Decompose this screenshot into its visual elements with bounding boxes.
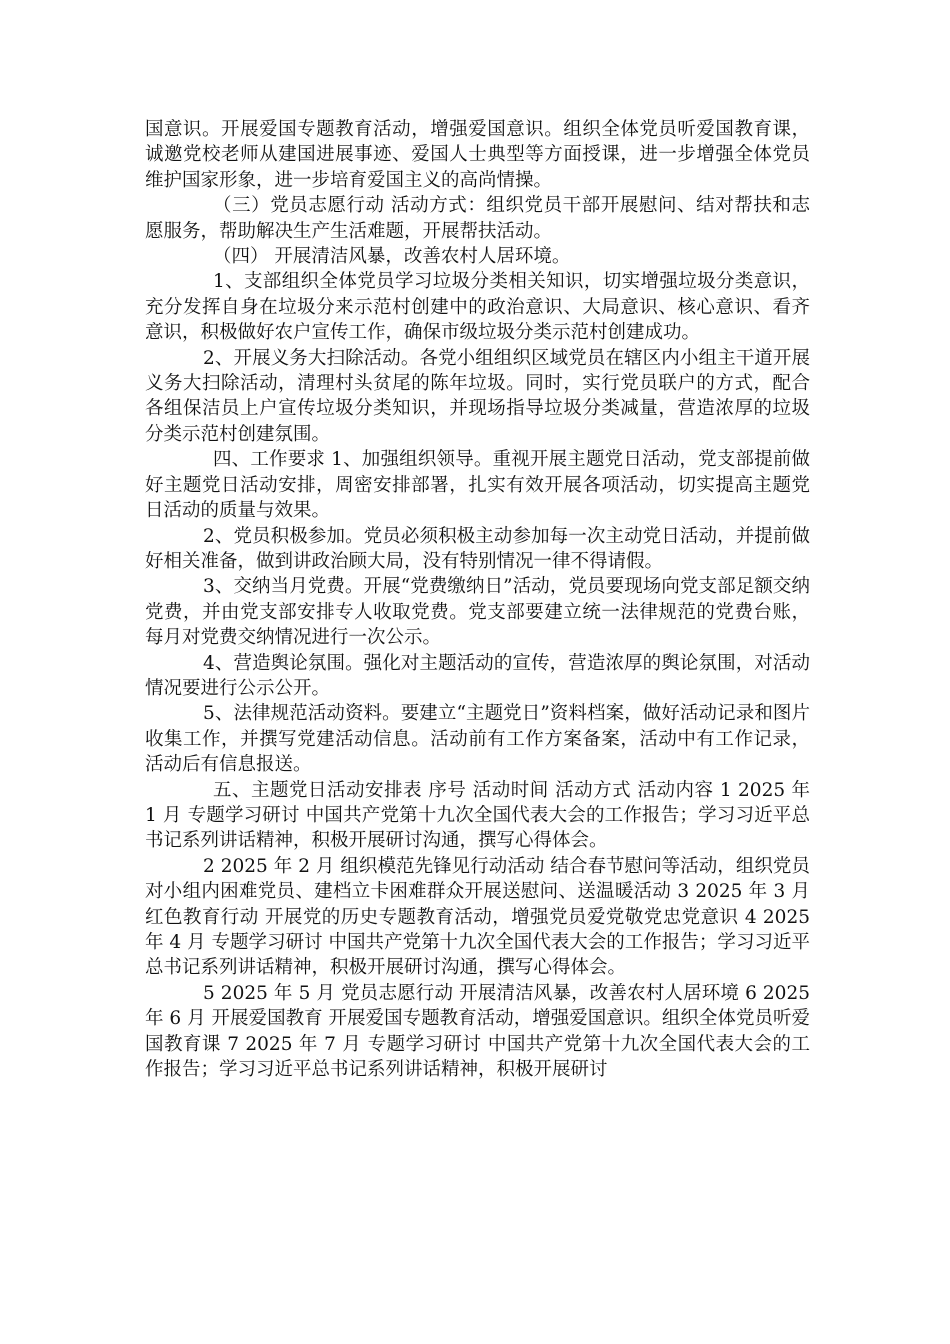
paragraph: 国意识。开展爱国专题教育活动，增强爱国意识。组织全体党员听爱国教育课，诚邀党校老师从建国进展事迹、爱国人士典型等方面授课，进一步增强全体党员维护国家形象，进一步培育爱国主义的高尚情操。 (145, 119, 810, 191)
paragraph: 5 2025 年 5 月 党员志愿行动 开展清洁风暴，改善农村人居环境 6 2025 年 6 月 开展爱国教育 开展爱国专题教育活动，增强爱国意识。组织全体党员听爱国教育课 7 2025 年 7 月 专题学习研讨 中国共产党第十九次全国代表大会的工作报告；学习习近平总书记系列讲话精神，积极开展研讨 (145, 982, 810, 1081)
paragraph: 2、党员积极参加。党员必须积极主动参加每一次主动党日活动，并提前做好相关准备，做到讲政治顾大局，没有特别情况一律不得请假。 (145, 525, 810, 572)
document-body (145, 117, 810, 1082)
paragraph: 2 2025 年 2 月 组织模范先锋见行动活动 结合春节慰问等活动，组织党员对小组内困难党员、建档立卡困难群众开展送慰问、送温暖活动 3 2025 年 3 月 红色教育行动 开展党的历史专题教育活动，增强党员爱党敬党忠党意识 4 2025 年 4 月 专题学习研讨 中国共产党第十九次全国代表大会的工作报告；学习习近平总书记系列讲话精神，积极开展研讨沟通，撰写心得体会。 (145, 855, 810, 979)
paragraph: 四、工作要求 1、加强组织领导。重视开展主题党日活动，党支部提前做好主题党日活动安排，周密安排部署，扎实有效开展各项活动，切实提高主题党日活动的质量与效果。 (145, 449, 810, 522)
paragraph: 1、支部组织全体党员学习垃圾分类相关知识，切实增强垃圾分类意识，充分发挥自身在垃圾分来示范村创建中的政治意识、大局意识、核心意识、看齐意识，积极做好农户宣传工作，确保市级垃圾分类示范村创建成功。 (145, 271, 810, 344)
paragraph: （三）党员志愿行动 活动方式：组织党员干部开展慰问、结对帮扶和志愿服务，帮助解决生产生活难题，开展帮扶活动。 (145, 195, 810, 242)
paragraph: 2、开展义务大扫除活动。各党小组组织区域党员在辖区内小组主干道开展义务大扫除活动，清理村头贫尾的陈年垃圾。同时，实行党员联户的方式，配合各组保洁员上户宣传垃圾分类知识，并现场指导垃圾分类减量，营造浓厚的垃圾分类示范村创建氛围。 (145, 347, 810, 445)
paragraph: （四） 开展清洁风暴，改善农村人居环境。 (213, 246, 571, 268)
paragraph: 3、交纳当月党费。开展“党费缴纳日”活动，党员要现场向党支部足额交纳党费，并由党支部安排专人收取党费。党支部要建立统一法律规范的党费台账，每月对党费交纳情况进行一次公示。 (145, 576, 810, 649)
paragraph: 五、主题党日活动安排表 序号 活动时间 活动方式 活动内容 1 2025 年 1 月 专题学习研讨 中国共产党第十九次全国代表大会的工作报告；学习习近平总书记系列讲话精神，积极开展研讨沟通，撰写心得体会。 (145, 779, 810, 852)
paragraph: 5、法律规范活动资料。要建立“主题党日”资料档案，做好活动记录和图片收集工作，并撰写党建活动信息。活动前有工作方案备案，活动中有工作记录，活动后有信息报送。 (145, 703, 810, 776)
paragraph: 4、营造舆论氛围。强化对主题活动的宣传，营造浓厚的舆论氛围，对活动情况要进行公示公开。 (145, 652, 810, 699)
